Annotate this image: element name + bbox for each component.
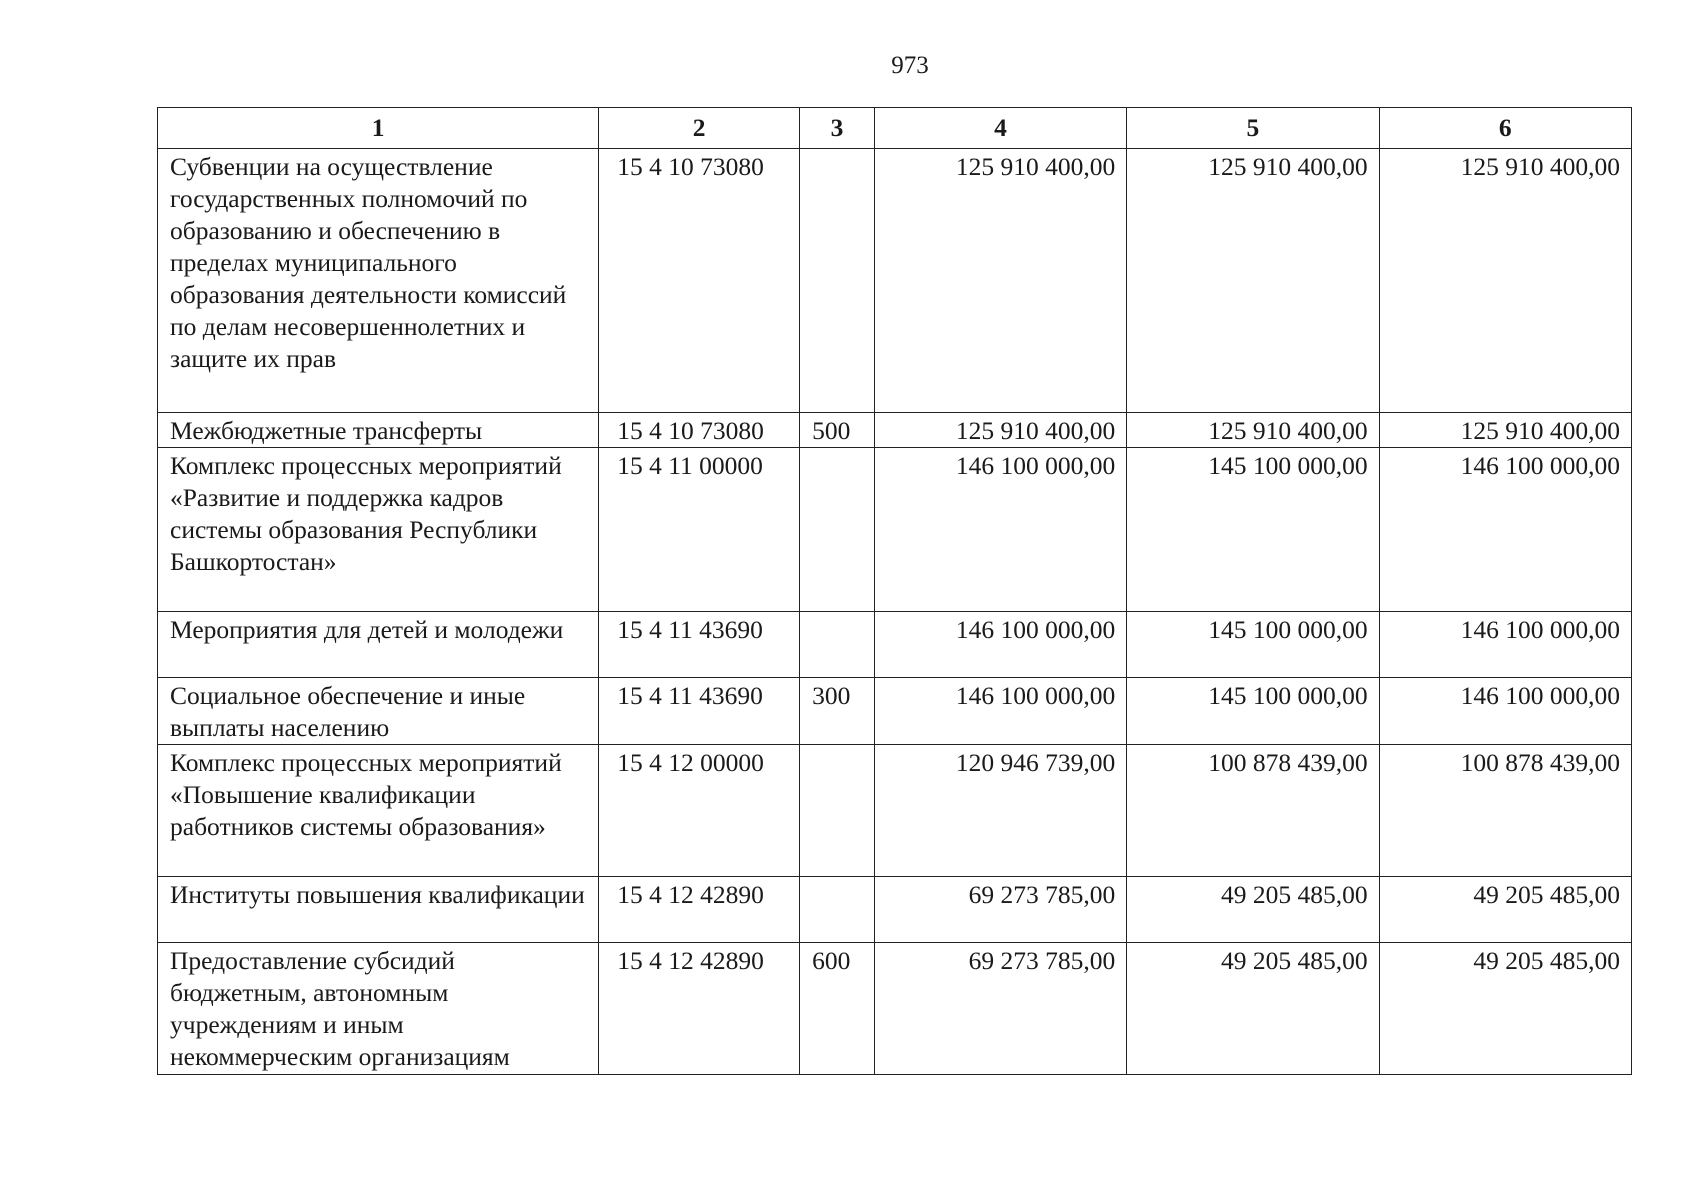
row-amount-5: 145 100 000,00 [1127, 612, 1379, 678]
row-name: Межбюджетные трансферты [158, 413, 599, 448]
row-type [800, 612, 875, 678]
table-row [158, 149, 1632, 413]
table-row [158, 413, 1632, 448]
row-name: Социальное обеспечение и иные выплаты населению [158, 678, 599, 745]
row-name: Комплекс процессных мероприятий «Повышение квалификации работников системы образования» [158, 745, 599, 877]
row-amount-5: 145 100 000,00 [1127, 678, 1379, 745]
row-amount-5: 125 910 400,00 [1127, 413, 1379, 448]
row-amount-4: 125 910 400,00 [874, 149, 1126, 413]
table-header-row [158, 108, 1632, 149]
row-code: 15 4 11 43690 [599, 678, 800, 745]
row-amount-4: 125 910 400,00 [874, 413, 1126, 448]
row-type: 600 [800, 943, 875, 1075]
table-row [158, 678, 1632, 745]
row-amount-5: 100 878 439,00 [1127, 745, 1379, 877]
table-row [158, 943, 1632, 1075]
table-row [158, 448, 1632, 612]
row-amount-6: 146 100 000,00 [1379, 678, 1631, 745]
column-header-1: 1 [158, 108, 599, 149]
row-amount-5: 125 910 400,00 [1127, 149, 1379, 413]
row-code: 15 4 10 73080 [599, 149, 800, 413]
column-header-3: 3 [800, 108, 875, 149]
table-row [158, 877, 1632, 943]
table-row [158, 612, 1632, 678]
row-amount-4: 69 273 785,00 [874, 877, 1126, 943]
row-amount-5: 145 100 000,00 [1127, 448, 1379, 612]
page-number: 973 [891, 52, 929, 79]
row-type [800, 745, 875, 877]
row-amount-6: 100 878 439,00 [1379, 745, 1631, 877]
row-amount-6: 146 100 000,00 [1379, 612, 1631, 678]
row-amount-6: 49 205 485,00 [1379, 943, 1631, 1075]
row-code: 15 4 12 42890 [599, 943, 800, 1075]
row-type [800, 448, 875, 612]
row-amount-5: 49 205 485,00 [1127, 943, 1379, 1075]
column-header-4: 4 [874, 108, 1126, 149]
row-amount-4: 120 946 739,00 [874, 745, 1126, 877]
row-amount-6: 49 205 485,00 [1379, 877, 1631, 943]
row-name: Предоставление субсидий бюджетным, автономным учреждениям и иным некоммерческим организациям [158, 943, 599, 1075]
row-name: Мероприятия для детей и молодежи [158, 612, 599, 678]
row-name: Комплекс процессных мероприятий «Развитие и поддержка кадров системы образования Республики Башкортостан» [158, 448, 599, 612]
row-amount-4: 146 100 000,00 [874, 678, 1126, 745]
row-amount-6: 125 910 400,00 [1379, 149, 1631, 413]
row-name: Субвенции на осуществление государственных полномочий по образованию и обеспечению в пределах муниципального образования деятельности комиссий по делам несовершеннолетних и защите их прав [158, 149, 599, 413]
column-header-2: 2 [599, 108, 800, 149]
row-code: 15 4 12 42890 [599, 877, 800, 943]
row-code: 15 4 10 73080 [599, 413, 800, 448]
row-amount-5: 49 205 485,00 [1127, 877, 1379, 943]
table-row [158, 745, 1632, 877]
row-code: 15 4 11 43690 [599, 612, 800, 678]
row-type [800, 877, 875, 943]
column-header-5: 5 [1127, 108, 1379, 149]
row-amount-6: 146 100 000,00 [1379, 448, 1631, 612]
row-amount-4: 146 100 000,00 [874, 612, 1126, 678]
row-amount-4: 69 273 785,00 [874, 943, 1126, 1075]
row-type: 300 [800, 678, 875, 745]
row-amount-6: 125 910 400,00 [1379, 413, 1631, 448]
row-code: 15 4 11 00000 [599, 448, 800, 612]
budget-table [157, 107, 1632, 1075]
row-name: Институты повышения квалификации [158, 877, 599, 943]
row-code: 15 4 12 00000 [599, 745, 800, 877]
row-amount-4: 146 100 000,00 [874, 448, 1126, 612]
row-type: 500 [800, 413, 875, 448]
row-type [800, 149, 875, 413]
column-header-6: 6 [1379, 108, 1631, 149]
